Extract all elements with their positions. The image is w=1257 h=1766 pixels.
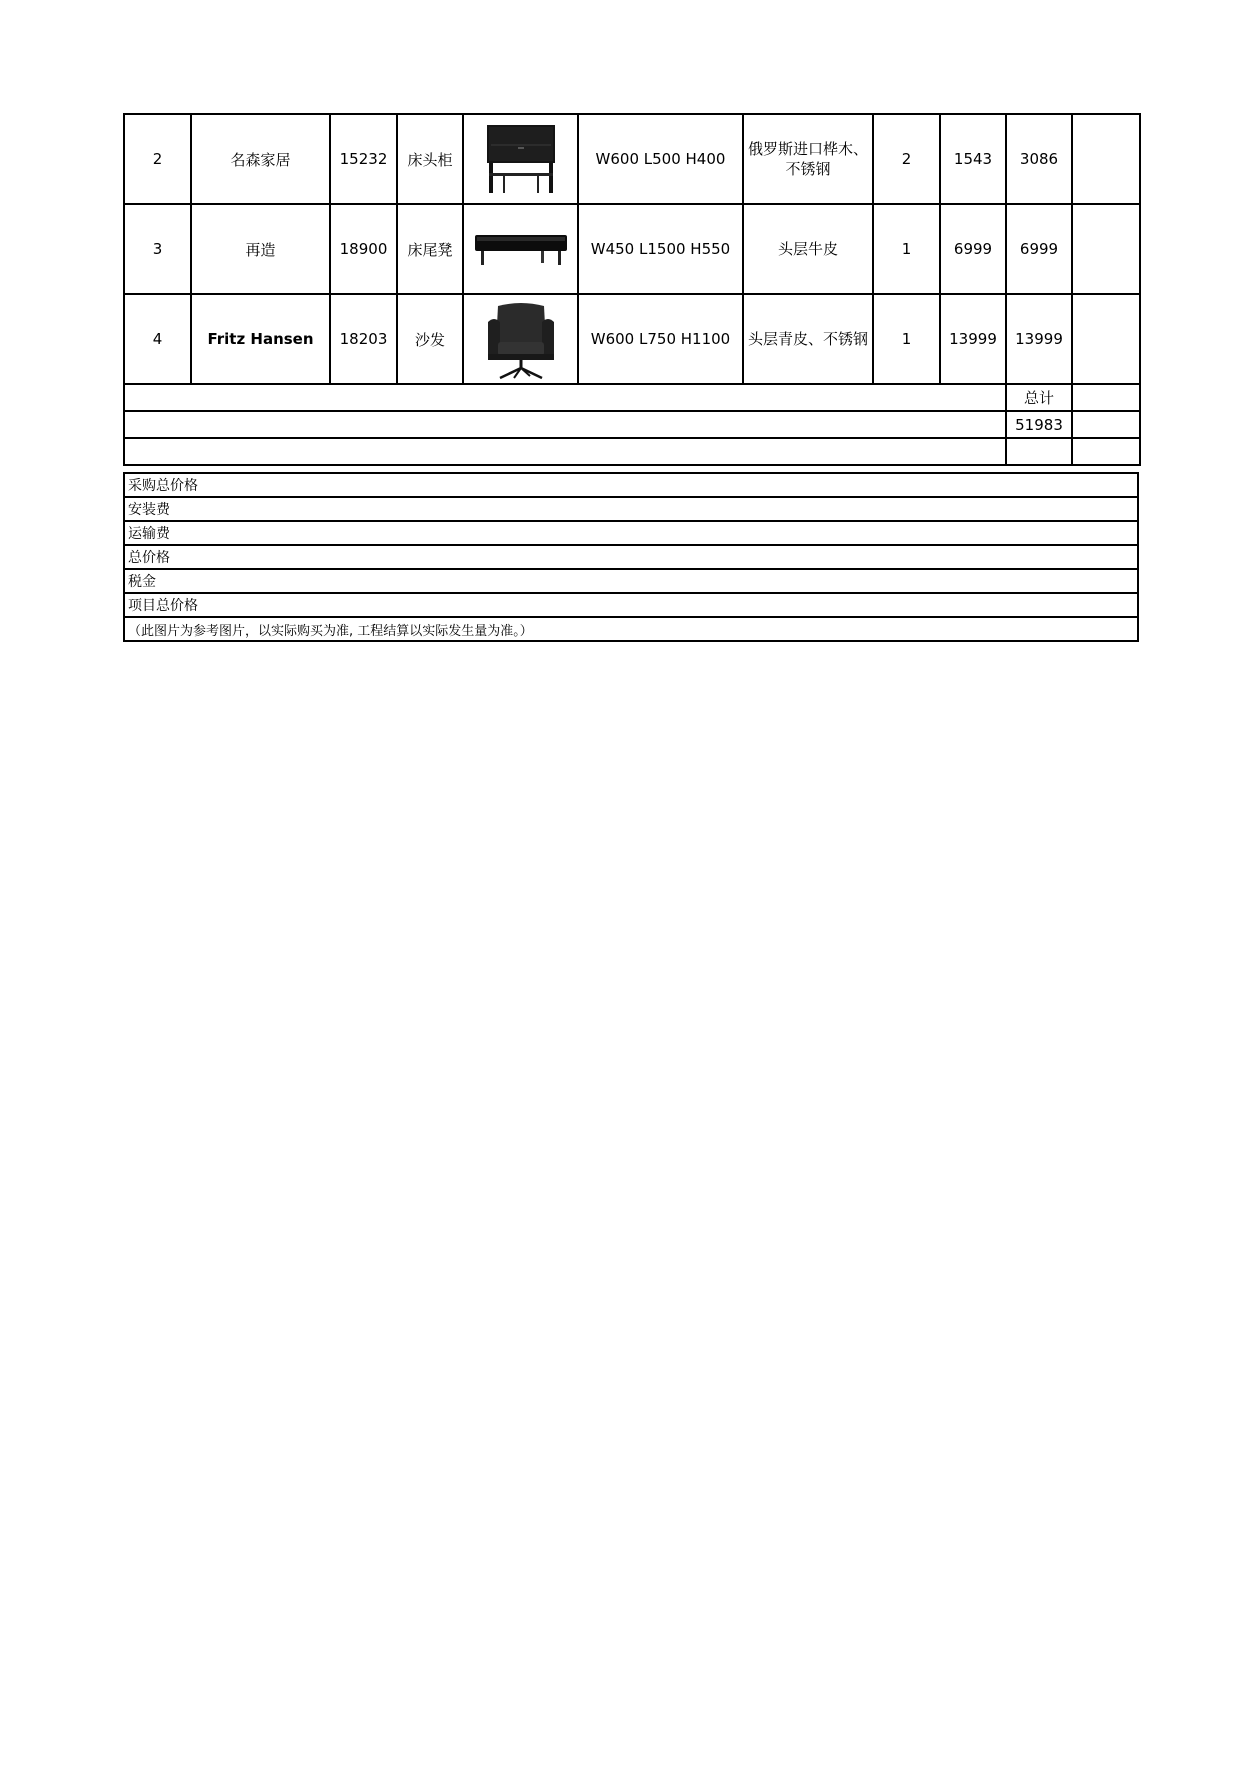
purchase-total-label: 采购总价格: [124, 473, 1138, 497]
blank-cell: [124, 438, 1006, 465]
item-unit-price: 13999: [940, 294, 1006, 384]
table-row: [124, 294, 1140, 384]
item-name: 沙发: [397, 294, 463, 384]
item-remark: [1072, 114, 1140, 204]
fee-row: [124, 593, 1138, 617]
blank-row: [124, 438, 1140, 465]
item-remark: [1072, 204, 1140, 294]
total-value-row: [124, 411, 1140, 438]
item-material: 俄罗斯进口桦木、不锈钢: [743, 114, 873, 204]
blank-cell: [1072, 411, 1140, 438]
fee-row: [124, 473, 1138, 497]
item-remark: [1072, 294, 1140, 384]
item-size: W450 L1500 H550: [578, 204, 743, 294]
disclaimer-note: （此图片为参考图片，以实际购买为准, 工程结算以实际发生量为准。）: [124, 617, 1138, 641]
item-material: 头层牛皮: [743, 204, 873, 294]
item-total: 3086: [1006, 114, 1072, 204]
item-name: 床尾凳: [397, 204, 463, 294]
fee-row: [124, 545, 1138, 569]
grand-total-label: 总价格: [124, 545, 1138, 569]
blank-cell: [124, 411, 1006, 438]
blank-cell: [1006, 438, 1072, 465]
fees-table: [123, 472, 1139, 642]
table-row: [124, 204, 1140, 294]
item-code: 15232: [330, 114, 397, 204]
total-label-row: [124, 384, 1140, 411]
item-brand: Fritz Hansen: [191, 294, 330, 384]
project-total-label: 项目总价格: [124, 593, 1138, 617]
transport-fee-label: 运输费: [124, 521, 1138, 545]
furniture-table: [123, 113, 1141, 466]
item-total: 6999: [1006, 204, 1072, 294]
item-brand: 名森家居: [191, 114, 330, 204]
item-size: W600 L500 H400: [578, 114, 743, 204]
item-quantity: 1: [873, 204, 940, 294]
blank-cell: [1072, 384, 1140, 411]
item-picture: [463, 294, 578, 384]
total-label: 总计: [1006, 384, 1072, 411]
note-row: [124, 617, 1138, 641]
blank-cell: [1072, 438, 1140, 465]
fee-row: [124, 521, 1138, 545]
item-code: 18203: [330, 294, 397, 384]
item-unit-price: 6999: [940, 204, 1006, 294]
fee-row: [124, 497, 1138, 521]
item-picture: [463, 204, 578, 294]
table-row: [124, 114, 1140, 204]
item-quantity: 1: [873, 294, 940, 384]
item-number: 3: [124, 204, 191, 294]
item-quantity: 2: [873, 114, 940, 204]
item-size: W600 L750 H1100: [578, 294, 743, 384]
item-material: 头层青皮、不锈钢: [743, 294, 873, 384]
installation-fee-label: 安装费: [124, 497, 1138, 521]
item-name: 床头柜: [397, 114, 463, 204]
nightstand-image: [481, 121, 561, 197]
item-total: 13999: [1006, 294, 1072, 384]
fee-row: [124, 569, 1138, 593]
item-picture: [463, 114, 578, 204]
blank-cell: [124, 384, 1006, 411]
armchair-image: [478, 298, 564, 380]
item-number: 2: [124, 114, 191, 204]
item-code: 18900: [330, 204, 397, 294]
item-brand: 再造: [191, 204, 330, 294]
bench-image: [473, 229, 569, 269]
total-value: 51983: [1006, 411, 1072, 438]
tax-label: 税金: [124, 569, 1138, 593]
item-unit-price: 1543: [940, 114, 1006, 204]
item-number: 4: [124, 294, 191, 384]
